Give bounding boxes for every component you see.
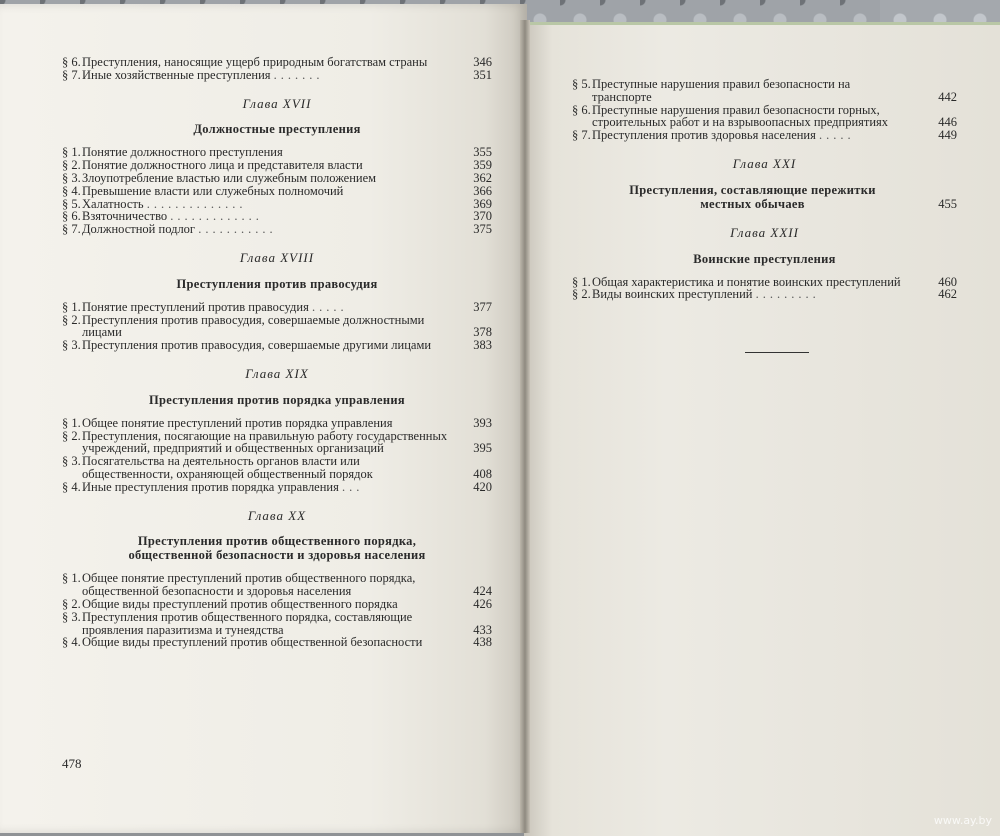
toc-entry: § 5. Преступные нарушения правил безопасности на транспорте 442 — [572, 77, 957, 104]
chapter-title: Должностные преступления — [193, 122, 361, 137]
toc-entry: § 2. Преступления, посягающие на правильную работу государственных учреждений, предприятий и общественных организаций 395 — [62, 428, 492, 456]
page-number: 455 — [938, 196, 957, 211]
toc-entry: § 2. Виды воинских преступлений ......... 462 — [572, 287, 957, 302]
page-number: 375 — [473, 222, 492, 237]
toc-entry: § 4. Превышение власти или служебных полномочий 366 — [62, 183, 492, 198]
toc-entry: § 3. Злоупотребление властью или служебным положением 362 — [62, 170, 492, 185]
section-number: § 6. — [62, 55, 81, 69]
chapter-label: Глава XXI — [732, 155, 797, 171]
toc-entry: § 1. Общее понятие преступлений против порядка управления 393 — [62, 415, 492, 430]
toc-entry: § 7. Преступления против здоровья населения ..... 449 — [572, 128, 957, 143]
page-number: 346 — [473, 55, 492, 69]
page-number: 369 — [473, 196, 492, 211]
entry-text: Преступления, наносящие ущерб природным богатствам страны — [82, 55, 428, 69]
right-page-toc — [572, 78, 957, 301]
toc-entry: § 2. Общие виды преступлений против общественного порядка 426 — [62, 596, 492, 611]
chapter-title-line: местных обычаев — [700, 196, 805, 211]
page-number: 462 — [938, 287, 957, 302]
toc-entry: § 4. Общие виды преступлений против общественной безопасности 438 — [62, 635, 492, 650]
section-number: § 7. — [62, 67, 81, 82]
chapter-title-line: Преступления против общественного порядка, — [137, 534, 417, 549]
page-number: 438 — [473, 635, 492, 650]
site-watermark: www.ay.by — [933, 814, 992, 827]
toc-entry: § 6. Взяточничество ............. 370 — [62, 209, 492, 224]
chapter-label: Глава XVIII — [239, 249, 315, 265]
page-number: 378 — [473, 325, 492, 340]
page-number: 449 — [938, 128, 957, 143]
chapter-title: Преступления против порядка управления — [149, 392, 405, 407]
page-number: 362 — [473, 170, 492, 185]
book-gutter — [520, 20, 530, 833]
page-number: 446 — [938, 115, 957, 130]
page-number: 351 — [473, 67, 492, 82]
page-number: 442 — [938, 89, 957, 104]
chapter-label: Глава XIX — [245, 365, 309, 381]
chapter-label: Глава XXII — [730, 224, 799, 240]
entry-text: Иные хозяйственные преступления ....... — [82, 67, 324, 82]
end-rule — [745, 352, 809, 353]
chapter-title-line: Преступления, составляющие пережитки — [629, 182, 876, 197]
toc-entry: § 3. Преступления против правосудия, совершаемые другими лицами 383 — [62, 338, 492, 353]
chapter-title: Преступления против правосудия — [176, 276, 378, 291]
chapter-title: Воинские преступления — [693, 251, 836, 266]
chapter-label: Глава XX — [247, 507, 307, 523]
toc-entry: § 3. Посягательства на деятельность органов власти или общественности, охраняющей общественный порядок 408 — [62, 454, 492, 481]
toc-entry: § 3. Преступления против общественного порядка, составляющие проявления паразитизма и тунеядства 433 — [62, 609, 492, 637]
page-number: 420 — [473, 479, 492, 494]
chapter-label: Глава XVII — [242, 95, 312, 111]
page-number: 366 — [473, 183, 492, 198]
page-number: 355 — [473, 145, 492, 160]
toc-entry: § 1. Общая характеристика и понятие воинских преступлений 460 — [572, 274, 957, 289]
page-number: 460 — [938, 274, 957, 289]
toc-entry: § 7. Должностной подлог ........... 375 — [62, 222, 492, 237]
toc-entry: § 2. Преступления против правосудия, совершаемые должностными лицами 378 — [62, 312, 492, 340]
toc-entry: § 1. Общее понятие преступлений против общественного порядка, общественной безопасности и здоровья населения 424 — [62, 571, 492, 599]
page-number: 383 — [473, 338, 492, 353]
toc-entry: § 1. Понятие преступлений против правосудия ..... 377 — [62, 299, 492, 314]
page-number: 426 — [473, 596, 492, 611]
toc-entry: § 4. Иные преступления против порядка управления ... 420 — [62, 479, 492, 494]
chapter-title — [592, 183, 913, 211]
toc-entry: § 2. Понятие должностного лица и представителя власти 359 — [62, 158, 492, 173]
toc-entry: § 5. Халатность .............. 369 — [62, 196, 492, 211]
chapter-title — [62, 534, 492, 562]
toc-entry: § 1. Понятие должностного преступления 355 — [62, 145, 492, 160]
page-number: 359 — [473, 158, 492, 173]
toc-entry — [572, 183, 957, 211]
toc-entry: § 6. Преступные нарушения правил безопасности горных, строительных работ и на взрывоопасных предприятиях 446 — [572, 102, 957, 130]
page-number: 424 — [473, 584, 492, 599]
page-number: 408 — [473, 466, 492, 481]
page-number: 370 — [473, 209, 492, 224]
chapter-title-line: общественной безопасности и здоровья населения — [128, 548, 426, 563]
page-folio: 478 — [62, 756, 82, 771]
left-page-toc — [62, 56, 492, 649]
page-number: 393 — [473, 415, 492, 430]
toc-entry — [62, 69, 492, 82]
page-number: 433 — [473, 622, 492, 637]
page-number: 395 — [473, 441, 492, 456]
page-number: 377 — [473, 299, 492, 314]
